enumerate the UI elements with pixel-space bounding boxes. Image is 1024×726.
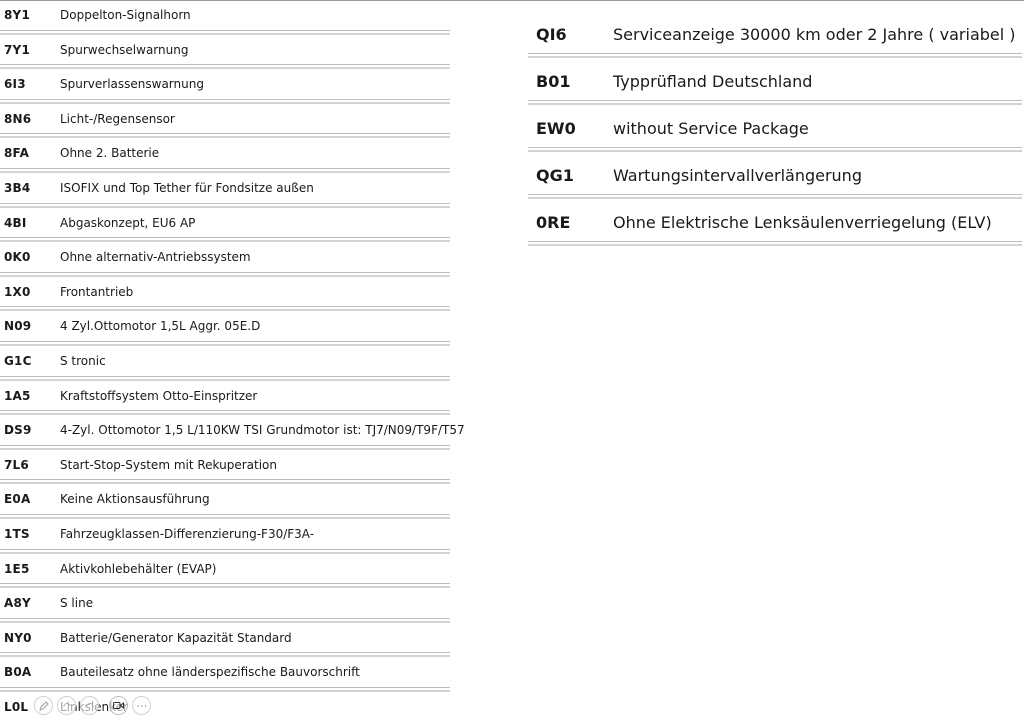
- list-item: [528, 152, 1022, 199]
- item-code: 1E5: [4, 561, 30, 576]
- item-code: 0RE: [536, 213, 571, 232]
- item-description: 4 Zyl.Ottomotor 1,5L Aggr. 05E.D: [60, 319, 261, 334]
- item-code: 8N6: [4, 111, 32, 126]
- item-code: DS9: [4, 423, 32, 438]
- item-description: 4-Zyl. Ottomotor 1,5 L/110KW TSI Grundmotor ist: TJ7/N09/T9F/T57: [60, 423, 465, 438]
- list-item: [0, 104, 450, 139]
- item-code: 3B4: [4, 180, 31, 195]
- item-code: QI6: [536, 25, 567, 44]
- item-code: EW0: [536, 119, 576, 138]
- item-description: Aktivkohlebehälter (EVAP): [60, 561, 217, 576]
- list-item: [0, 381, 450, 416]
- item-code: L0L: [4, 699, 29, 714]
- list-item: [0, 415, 465, 450]
- item-description: Abgaskonzept, EU6 AP: [60, 215, 196, 230]
- item-code: G1C: [4, 353, 32, 368]
- item-description: Kraftstoffsystem Otto-Einspritzer: [60, 388, 258, 403]
- item-description: Fahrzeugklassen-Differenzierung-F30/F3A-: [60, 526, 315, 541]
- item-code: 8Y1: [4, 8, 30, 22]
- item-description: Start-Stop-System mit Rekuperation: [60, 457, 278, 472]
- item-description: Spurwechselwarnung: [60, 42, 189, 57]
- list-item: [528, 199, 1022, 246]
- item-description: Spurverlassenswarnung: [60, 77, 204, 92]
- item-description: Typprüfland Deutschland: [613, 72, 813, 91]
- floating-toolbar: [34, 696, 151, 716]
- list-item: [0, 657, 450, 692]
- list-item: [528, 11, 1022, 58]
- list-item: [0, 519, 450, 554]
- list-item: [0, 277, 450, 312]
- item-description: Serviceanzeige 30000 km oder 2 Jahre ( variabel ): [613, 25, 1016, 44]
- item-code: B01: [536, 72, 571, 91]
- equipment-list-right: [528, 11, 1022, 246]
- item-code: 4BI: [4, 215, 27, 230]
- item-description: Wartungsintervallverlängerung: [613, 166, 862, 185]
- list-item: [0, 346, 450, 381]
- item-code: 1A5: [4, 388, 31, 403]
- item-code: 7L6: [4, 457, 29, 472]
- list-item: [528, 105, 1022, 152]
- list-item: [0, 0, 450, 35]
- list-item: [0, 623, 450, 658]
- item-description: ISOFIX und Top Tether für Fondsitze außen: [60, 180, 314, 195]
- list-item: [0, 35, 450, 70]
- item-description: Frontantrieb: [60, 284, 134, 299]
- list-item: [0, 311, 450, 346]
- item-description: without Service Package: [613, 119, 809, 138]
- equipment-list-left: [0, 0, 465, 726]
- item-code: A8Y: [4, 596, 31, 611]
- item-description: Ohne Elektrische Lenksäulenverriegelung (ELV): [613, 213, 992, 232]
- video-icon[interactable]: [109, 696, 128, 715]
- item-description: S line: [60, 596, 94, 611]
- redo-icon[interactable]: [57, 696, 76, 715]
- undo-icon[interactable]: [80, 696, 99, 715]
- item-code: NY0: [4, 630, 32, 645]
- item-code: 6I3: [4, 77, 26, 92]
- list-item: [0, 208, 450, 243]
- item-description: Bauteilesatz ohne länderspezifische Bauvorschrift: [60, 665, 360, 680]
- item-code: B0A: [4, 665, 32, 680]
- item-description: S tronic: [60, 353, 106, 368]
- item-description: Batterie/Generator Kapazität Standard: [60, 630, 292, 645]
- item-code: 7Y1: [4, 42, 30, 57]
- item-code: 1X0: [4, 284, 31, 299]
- item-description: Keine Aktionsausführung: [60, 492, 210, 507]
- item-description: Doppelton-Signalhorn: [60, 8, 191, 22]
- item-code: E0A: [4, 492, 31, 507]
- item-description: Ohne alternativ-Antriebssystem: [60, 250, 251, 265]
- list-item: [0, 588, 450, 623]
- list-item: [0, 173, 450, 208]
- list-item: [0, 69, 450, 104]
- list-item: [528, 58, 1022, 105]
- item-description: Licht-/Regensensor: [60, 111, 175, 126]
- item-code: N09: [4, 319, 32, 334]
- list-item: [0, 138, 450, 173]
- pencil-icon[interactable]: [34, 696, 53, 715]
- item-code: 1TS: [4, 526, 30, 541]
- more-icon[interactable]: [132, 696, 151, 715]
- item-code: 0K0: [4, 250, 31, 265]
- list-item: [0, 242, 450, 277]
- item-description: Ohne 2. Batterie: [60, 146, 160, 161]
- list-item: [0, 450, 450, 485]
- item-code: QG1: [536, 166, 574, 185]
- item-code: 8FA: [4, 146, 30, 161]
- list-item: [0, 554, 450, 589]
- list-item: [0, 484, 450, 519]
- row-divider: [528, 241, 1022, 246]
